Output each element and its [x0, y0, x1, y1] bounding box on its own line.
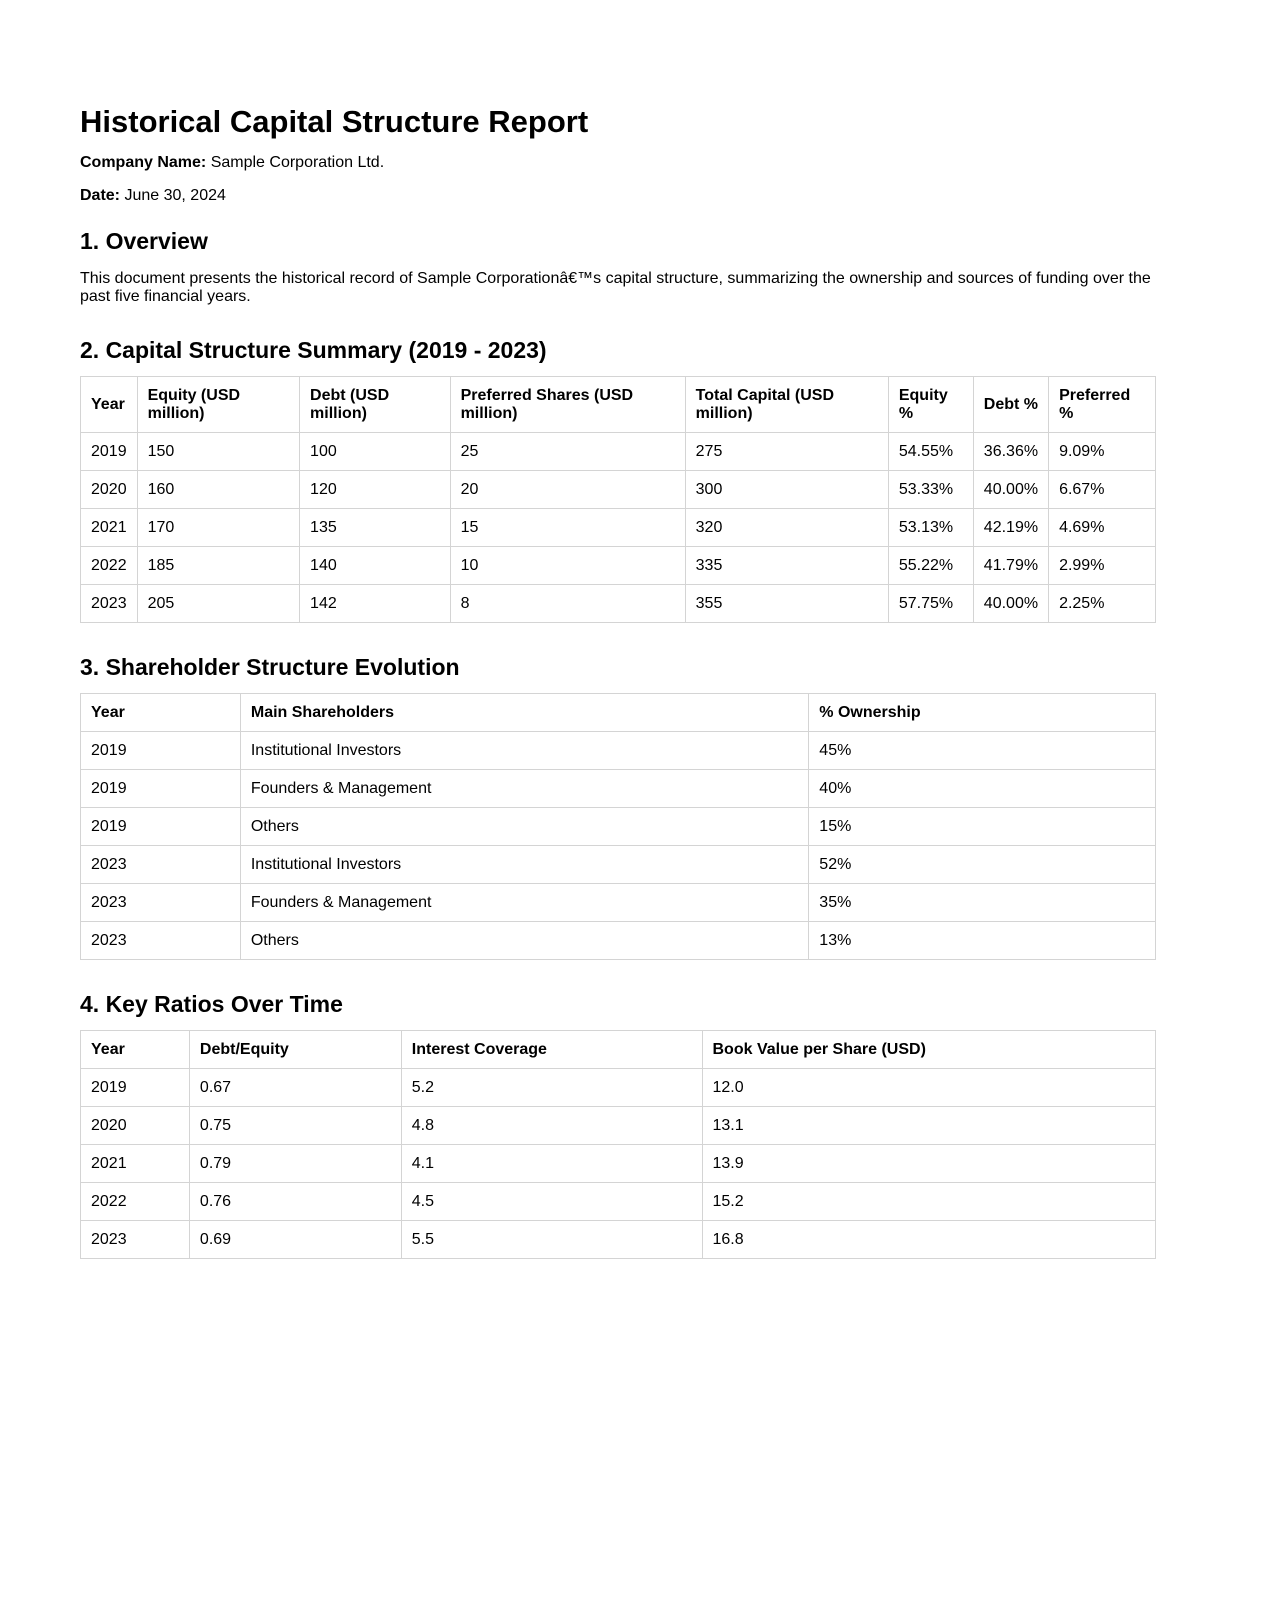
table-cell: 2.99% [1049, 547, 1156, 585]
table-cell: 300 [685, 471, 888, 509]
table-cell: 4.1 [401, 1145, 702, 1183]
table-cell: 5.5 [401, 1221, 702, 1259]
table-cell: Institutional Investors [240, 846, 808, 884]
summary-header-cell: Debt % [973, 377, 1048, 433]
table-cell: 135 [300, 509, 451, 547]
summary-header-cell: Year [81, 377, 138, 433]
table-cell: 2022 [81, 547, 138, 585]
overview-text: This document presents the historical record of Sample Corporationâ€™s capital structure, summarizing the ownership and sources of funding over the past five financial years. [80, 270, 1151, 305]
table-cell: 15% [809, 808, 1156, 846]
table-row [81, 1107, 1156, 1145]
table-cell: 13.9 [702, 1145, 1156, 1183]
table-row [81, 732, 1156, 770]
table-cell: 2020 [81, 471, 138, 509]
table-row [81, 585, 1156, 623]
table-row [81, 1183, 1156, 1221]
table-row [81, 547, 1156, 585]
table-row [81, 1145, 1156, 1183]
table-cell: 2019 [81, 770, 241, 808]
ratios-header-cell: Book Value per Share (USD) [702, 1031, 1156, 1069]
table-cell: 40.00% [973, 585, 1048, 623]
summary-header-cell: Equity (USD million) [137, 377, 299, 433]
table-cell: 9.09% [1049, 433, 1156, 471]
table-cell: 2023 [81, 1221, 190, 1259]
overview-heading: 1. Overview [80, 228, 208, 254]
summary-heading: 2. Capital Structure Summary (2019 - 2023) [80, 337, 547, 363]
table-cell: 40.00% [973, 471, 1048, 509]
table-cell: 15.2 [702, 1183, 1156, 1221]
table-cell: 335 [685, 547, 888, 585]
table-cell: 275 [685, 433, 888, 471]
table-cell: 205 [137, 585, 299, 623]
table-cell: 185 [137, 547, 299, 585]
shareholder-table [80, 693, 1156, 960]
table-cell: 120 [300, 471, 451, 509]
table-cell: 2.25% [1049, 585, 1156, 623]
summary-header-cell: Preferred % [1049, 377, 1156, 433]
table-cell: 55.22% [888, 547, 973, 585]
table-cell: 13.1 [702, 1107, 1156, 1145]
table-cell: 13% [809, 922, 1156, 960]
table-cell: 2023 [81, 846, 241, 884]
table-cell: 2023 [81, 585, 138, 623]
summary-header-cell: Equity % [888, 377, 973, 433]
ratios-header-cell: Debt/Equity [189, 1031, 401, 1069]
summary-header-cell: Total Capital (USD million) [685, 377, 888, 433]
table-cell: 2022 [81, 1183, 190, 1221]
date-value: June 30, 2024 [124, 187, 226, 204]
table-cell: 2019 [81, 433, 138, 471]
table-row [81, 922, 1156, 960]
ratios-heading: 4. Key Ratios Over Time [80, 991, 343, 1017]
date-line [80, 187, 1183, 205]
table-cell: 0.75 [189, 1107, 401, 1145]
summary-header-cell: Preferred Shares (USD million) [450, 377, 685, 433]
table-cell: 0.79 [189, 1145, 401, 1183]
table-cell: 41.79% [973, 547, 1048, 585]
ratios-header-row [81, 1031, 1156, 1069]
table-cell: 2023 [81, 922, 241, 960]
table-cell: 6.67% [1049, 471, 1156, 509]
table-cell: Founders & Management [240, 884, 808, 922]
table-cell: 4.5 [401, 1183, 702, 1221]
table-cell: 35% [809, 884, 1156, 922]
table-row [81, 433, 1156, 471]
table-row [81, 509, 1156, 547]
table-cell: 170 [137, 509, 299, 547]
table-cell: 160 [137, 471, 299, 509]
table-cell: 45% [809, 732, 1156, 770]
ratios-header-cell: Year [81, 1031, 190, 1069]
company-label: Company Name: [80, 154, 207, 171]
table-cell: 53.13% [888, 509, 973, 547]
table-cell: 8 [450, 585, 685, 623]
table-cell: Others [240, 922, 808, 960]
table-cell: 42.19% [973, 509, 1048, 547]
table-cell: 16.8 [702, 1221, 1156, 1259]
table-cell: 0.76 [189, 1183, 401, 1221]
table-cell: 2023 [81, 884, 241, 922]
date-label: Date: [80, 187, 121, 204]
table-cell: 150 [137, 433, 299, 471]
table-cell: 140 [300, 547, 451, 585]
table-cell: 2021 [81, 1145, 190, 1183]
table-cell: 57.75% [888, 585, 973, 623]
table-cell: 100 [300, 433, 451, 471]
table-cell: 25 [450, 433, 685, 471]
summary-header-cell: Debt (USD million) [300, 377, 451, 433]
table-cell: 54.55% [888, 433, 973, 471]
table-row [81, 1069, 1156, 1107]
shareholder-heading: 3. Shareholder Structure Evolution [80, 654, 460, 680]
table-cell: 12.0 [702, 1069, 1156, 1107]
shareholder-header-row [81, 694, 1156, 732]
table-cell: 0.69 [189, 1221, 401, 1259]
table-cell: 15 [450, 509, 685, 547]
table-row [81, 808, 1156, 846]
table-cell: 320 [685, 509, 888, 547]
shareholder-header-cell: Main Shareholders [240, 694, 808, 732]
table-cell: Others [240, 808, 808, 846]
table-cell: 2019 [81, 808, 241, 846]
table-cell: 52% [809, 846, 1156, 884]
company-value: Sample Corporation Ltd. [210, 154, 385, 171]
key-ratios-table [80, 1030, 1156, 1259]
table-cell: 2019 [81, 732, 241, 770]
table-cell: 36.36% [973, 433, 1048, 471]
ratios-header-cell: Interest Coverage [401, 1031, 702, 1069]
table-cell: 142 [300, 585, 451, 623]
table-row [81, 471, 1156, 509]
page-title: Historical Capital Structure Report [80, 104, 589, 139]
table-cell: 20 [450, 471, 685, 509]
table-cell: 4.69% [1049, 509, 1156, 547]
table-row [81, 1221, 1156, 1259]
shareholder-header-cell: Year [81, 694, 241, 732]
table-cell: Institutional Investors [240, 732, 808, 770]
table-cell: 40% [809, 770, 1156, 808]
table-cell: 5.2 [401, 1069, 702, 1107]
table-row [81, 770, 1156, 808]
table-cell: 10 [450, 547, 685, 585]
company-line [80, 154, 1183, 172]
capital-summary-table [80, 376, 1156, 623]
table-cell: 53.33% [888, 471, 973, 509]
table-cell: 2019 [81, 1069, 190, 1107]
table-row [81, 884, 1156, 922]
table-cell: Founders & Management [240, 770, 808, 808]
table-cell: 4.8 [401, 1107, 702, 1145]
table-row [81, 846, 1156, 884]
shareholder-header-cell: % Ownership [809, 694, 1156, 732]
table-cell: 2021 [81, 509, 138, 547]
table-cell: 355 [685, 585, 888, 623]
table-cell: 2020 [81, 1107, 190, 1145]
table-cell: 0.67 [189, 1069, 401, 1107]
summary-header-row [81, 377, 1156, 433]
